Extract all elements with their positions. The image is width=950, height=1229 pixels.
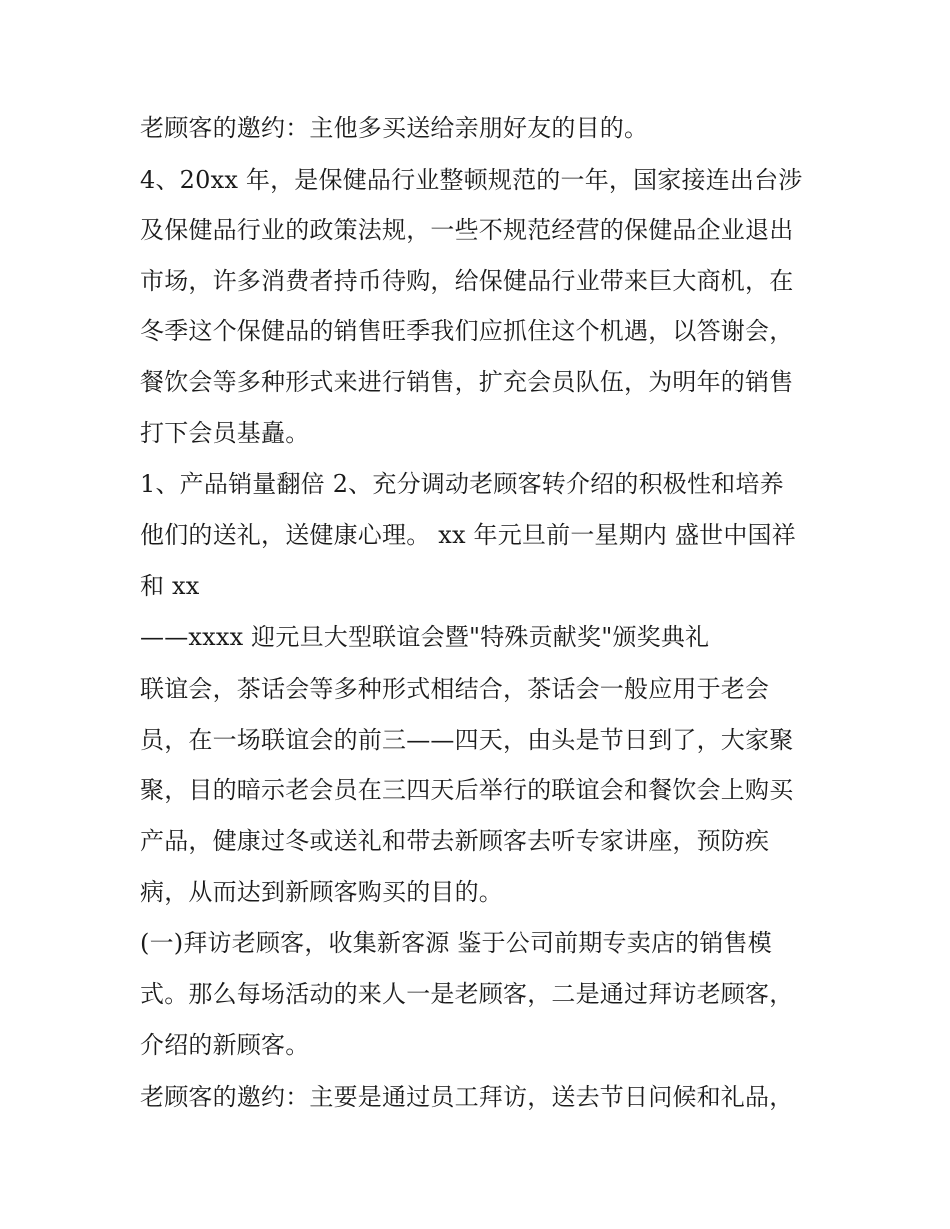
paragraph-line: 介绍的新顾客。: [140, 1031, 310, 1059]
paragraph-line: 打下会员基矗。: [140, 419, 310, 447]
paragraph-line: 餐饮会等多种形式来进行销售，扩充会员队伍，为明年的销售: [140, 368, 794, 396]
paragraph-line: 市场，许多消费者持币待购，给保健品行业带来巨大商机，在: [140, 267, 794, 295]
paragraph-line: 及保健品行业的政策法规，一些不规范经营的保健品企业退出: [140, 216, 794, 244]
paragraph-line: 老顾客的邀约：主他多买送给亲朋好友的目的。: [140, 114, 649, 142]
paragraph-line: 1、产品销量翻倍 2、充分调动老顾客转介绍的积极性和培养: [140, 470, 784, 498]
paragraph-line: 联谊会，茶话会等多种形式相结合，茶话会一般应用于老会: [140, 675, 770, 703]
paragraph-line: 式。那么每场活动的来人一是老顾客，二是通过拜访老顾客，: [140, 980, 794, 1008]
paragraph-line: 4、20xx 年，是保健品行业整顿规范的一年，国家接连出台涉: [140, 166, 803, 194]
paragraph-line: (一)拜访老顾客，收集新客源 鉴于公司前期专卖店的销售模: [140, 929, 772, 957]
paragraph-line: 和 xx: [140, 572, 200, 600]
paragraph-line: 聚，目的暗示老会员在三四天后举行的联谊会和餐饮会上购买: [140, 776, 794, 804]
paragraph-line: 冬季这个保健品的销售旺季我们应抓住这个机遇，以答谢会，: [140, 317, 794, 345]
paragraph-line: 员，在一场联谊会的前三——四天，由头是节日到了，大家聚: [140, 726, 794, 754]
paragraph-line: 老顾客的邀约：主要是通过员工拜访，送去节日问候和礼品，: [140, 1083, 794, 1111]
paragraph-line: 产品，健康过冬或送礼和带去新顾客去听专家讲座，预防疾: [140, 827, 770, 855]
paragraph-line: ——xxxx 迎元旦大型联谊会暨"特殊贡献奖"颁奖典礼: [140, 623, 710, 651]
paragraph-line: 病，从而达到新顾客购买的目的。: [140, 878, 503, 906]
paragraph-line: 他们的送礼，送健康心理。 xx 年元旦前一星期内 盛世中国祥: [140, 521, 796, 549]
